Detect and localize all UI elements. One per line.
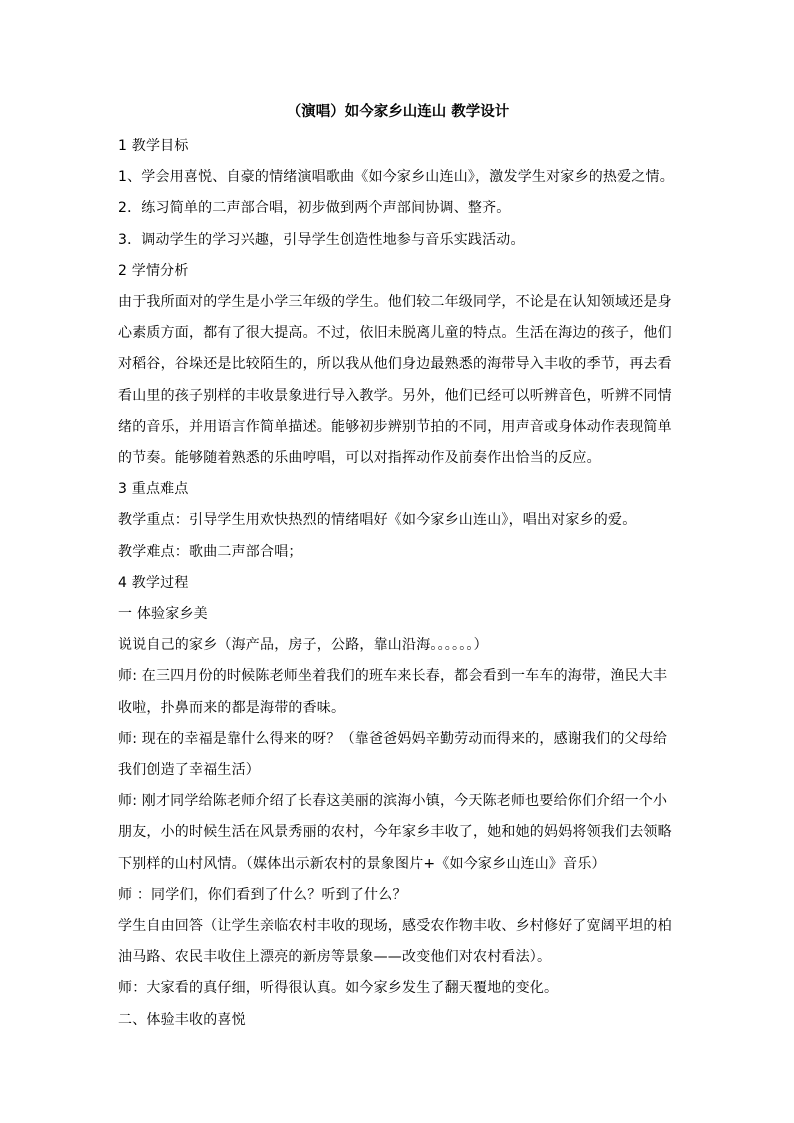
paragraph-teacher-3: 师: 刚才同学给陈老师介绍了长春这美丽的滨海小镇，今天陈老师也要给你们介绍一个小朋友，小的时候生活在风景秀丽的农村，今年家乡丰收了，她和她的妈妈将领我们去领略下别样的山村风情。（媒体出示新农村的景象图片+《如今家乡山连山》音乐） — [118, 793, 672, 872]
subheading-experience-hometown: 一 体验家乡美 — [118, 606, 208, 623]
section-heading-objectives: 1 教学目标 — [118, 138, 189, 154]
paragraph-teacher-4: 师 ：同学们，你们看到了什么？听到了什么？ — [118, 886, 407, 903]
paragraph-teacher-2: 师: 现在的幸福是靠什么得来的呀？（靠爸爸妈妈辛勤劳动而得来的，感谢我们的父母给我们创造了幸福生活） — [118, 730, 668, 779]
subheading-experience-harvest: 二、体验丰收的喜悦 — [118, 1011, 246, 1028]
document-title: （演唱）如今家乡山连山 教学设计 — [286, 104, 510, 120]
paragraph-difficulty: 教学难点：歌曲二声部合唱； — [118, 543, 303, 560]
paragraph-teacher-1: 师: 在三四月份的时候陈老师坐着我们的班车来长春，都会看到一车车的海带，渔民大丰收啦，扑鼻而来的都是海带的香味。 — [118, 668, 668, 716]
paragraph-objective-3: 3．调动学生的学习兴趣，引导学生创造性地参与音乐实践活动。 — [118, 231, 525, 248]
section-heading-process: 4 教学过程 — [118, 574, 189, 591]
paragraph-analysis: 由于我所面对的学生是小学三年级的学生。他们较二年级同学，不论是在认知领域还是身心素质方面，都有了很大提高。不过，依旧未脱离儿童的特点。生活在海边的孩子，他们对稻谷，谷垛还是比较陌生的，所以我从他们身边最熟悉的海带导入丰收的季节，再去看看山里的孩子别样的丰收景象进行导入教学。另外，他们已经可以听辨音色，听辨不同情绪的音乐，并用语言作简单描述。能够初步辨别节拍的不同，用声音或身体动作表现简单的节奏。能够随着熟悉的乐曲哼唱，可以对指挥动作及前奏作出恰当的反应。 — [118, 294, 672, 467]
section-heading-analysis: 2 学情分析 — [118, 262, 189, 279]
paragraph-key-point: 教学重点：引导学生用欢快热烈的情绪唱好《如今家乡山连山》，唱出对家乡的爱。 — [118, 512, 637, 529]
paragraph-teacher-5: 师：大家看的真仔细，听得很认真。如今家乡发生了翻天覆地的变化。 — [118, 980, 559, 997]
paragraph-student-answer: 学生自由回答（让学生亲临农村丰收的现场，感受农作物丰收、乡村修好了宽阔平坦的柏油马路、农民丰收住上漂亮的新房等景象——改变他们对农村看法）。 — [118, 918, 672, 966]
section-heading-key-points: 3 重点难点 — [118, 481, 189, 498]
paragraph-objective-2: 2．练习简单的二声部合唱，初步做到两个声部间协调、整齐。 — [118, 200, 511, 217]
paragraph-talk-hometown: 说说自己的家乡（海产品，房子，公路，靠山沿海。。。。。。） — [118, 637, 488, 654]
document-body — [118, 131, 678, 1036]
paragraph-objective-1: 1、学会用喜悦、自豪的情绪演唱歌曲《如今家乡山连山》，激发学生对家乡的热爱之情。 — [118, 169, 674, 186]
